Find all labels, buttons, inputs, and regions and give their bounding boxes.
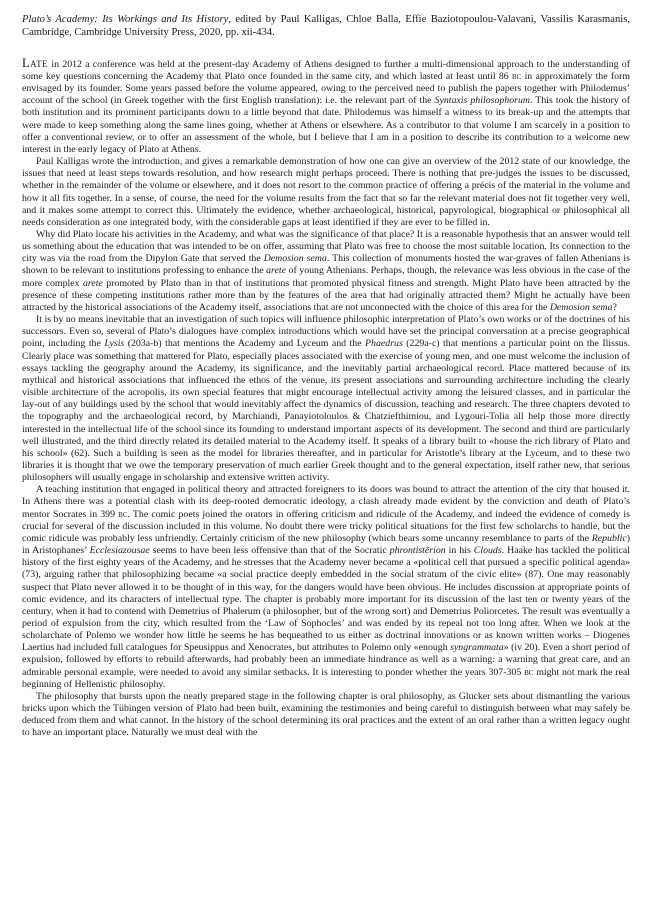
paragraph xyxy=(22,484,630,691)
italic-text: Syntaxis philosophorum xyxy=(434,95,530,107)
text-run: . The comic poets joined the orators in offering criticism and ridicule of the Academy, and indeed the evidence of comedy is crucial for several of the discussion included in this volume. No doubt there were tricky political situations for the first few scholarchs to handle, but the comic ridicule was probably less unfriendly. Certainly criticism of the new philosophy (which bears some uncanny resemblance to parts of the xyxy=(22,508,630,544)
small-caps-text: bc xyxy=(511,70,522,82)
italic-text: Phaedrus xyxy=(365,338,403,350)
paragraph xyxy=(22,691,630,740)
text-run: in approximately the form envisaged by its founder. Some years passed before the volume appeared, owing to the perceived need to publish the papers together with Philodemus’ account of the school (in Greek together with the first English translation): i.e. the relevant part of the xyxy=(22,70,630,107)
review-body xyxy=(22,57,630,740)
small-caps-text: bc xyxy=(524,666,534,678)
book-title: Plato’s Academy: Its Workings and Its History xyxy=(22,14,229,25)
text-run: of young Athenians. Perhaps, though, the relevance was less obvious in the case of the more complex xyxy=(22,265,631,289)
text-run: . This collection of monuments hosted the war-graves of fallen Athenians is shown to be relevant to institutions professing to enhance the xyxy=(22,253,630,277)
text-run: ? xyxy=(612,301,617,313)
text-run: might not mark the real beginning of Hellenistic philosophy. xyxy=(22,666,630,690)
opening-word: Late xyxy=(22,55,49,70)
italic-text: phrontistērion xyxy=(389,545,446,557)
text-run: in his xyxy=(445,545,474,557)
paragraph xyxy=(22,229,630,314)
small-caps-text: bc xyxy=(118,508,128,520)
book-citation xyxy=(22,13,630,40)
text-run: Paul Kalligas wrote the introduction, and gives a remarkable demonstration of how one can give an overview of the 2012 state of our knowledge, the issues that need at least steps towards resolution, and how research might perhaps proceed. There is nothing that pre-judges the issues to be discussed, whether in the remainder of the volume or elsewhere, and it does not resort to the common practice of offering a précis of the material in the volume and how it all fits together. In a sense, of course, the need for the volume results from the fact that so far the relevant material does not fit together very well, and it makes some attempt to correct this. Ultimately the evidence, whether archaeological, historical, papyrological, biographical or philosophical all needs consideration as one integrated body, with the considerable gaps at least identified if they are ever to be filled in. xyxy=(22,156,630,228)
text-run: seems to have been less offensive than that of the Socratic xyxy=(149,545,390,557)
italic-text: Lysis xyxy=(104,338,125,350)
text-run: Why did Plato locate his activities in the Academy, and what was the significance of that place? It is a reasonable hypothesis that an answer would tell us something about the education that was intended to be on offer, assuming that Plato was free to choose the most suitable location. Its connection to the city was via the road from the Dipylon Gate that served the xyxy=(22,229,630,265)
italic-text: Clouds xyxy=(473,545,502,557)
book-details: , edited by Paul Kalligas, Chloe Balla, Effie Baziotopoulou-Valavani, Vassilis Karasmanis, Cambridge, Cambridge University Press, 2020, pp. xii-434. xyxy=(22,14,630,39)
italic-text: Ecclesiazousae xyxy=(89,545,150,557)
text-run: (203a-b) that mentions the Academy and Lyceum and the xyxy=(124,338,366,350)
text-run: . This took the history of both institution and its prominent participants down to a little beyond that date. Philodemus was himself a witness to its break-up and the attempts that were made to keep something along the same lines going, whether at Athens or elsewhere. As a contributor to that volume I am scarcely in a position to offer a conventional review, or to offer an assessment of the whole, but I believe that I am in a position to describe its contribution to a welcome new interest in the early legacy of Plato at Athens. xyxy=(22,95,630,155)
text-run: A teaching institution that engaged in political theory and attracted foreigners to its doors was bound to attract the attention of the city that housed it. In Athens there was a potential clash with its deep-rooted democratic ideology, a clash already made evident by the conviction and death of Plato’s mentor Socrates in 399 xyxy=(22,484,630,520)
text-run: » (iv 20). Even a short period of expulsion, followed by efforts to rebuild afterwards, had probably been an immediate hindrance as well as a warning: a warning that great care, and an admirable personal example, were needed to avoid any similar setbacks. It is interesting to ponder whether the years 307-305 xyxy=(22,642,630,678)
paragraph xyxy=(22,57,630,156)
paragraph xyxy=(22,314,630,484)
text-run: ) in Aristophanes’ xyxy=(22,532,630,557)
italic-text: Demosion sema xyxy=(263,253,327,265)
italic-text: arete xyxy=(266,265,286,277)
paragraph xyxy=(22,156,630,229)
italic-text: syngrammata xyxy=(450,642,504,654)
italic-text: Demosion sema xyxy=(549,301,613,313)
text-run: (229a-c) that mentions a particular point on the Ilissus. Clearly place was something that mattered for Plato, especially places associated with the exercise of young men, and one must welcome the inclusion of essays tackling the geography around the Academy, its significance, and the inevitably partial archaeological record. Place mattered because of its mythical and historical associations that influenced the ethos of the venue, its present associations and surrounding architecture including the clearly visible architecture of the acropolis, its own special features that might encourage intellectual activity among the leisured classes, and in particular the lay-out of any buildings used by the school that would inevitably affect the dynamics of discussion, teaching and research. The three chapters devoted to the topography and the archaeological record, by Marchiandi, Panayiotoloulos & Chatziefthimiou, and Lygouri-Tolia all help those more directly interested in the intellectual life of the school since its founding to understand important aspects of its development. The second and third are particularly well illustrated, and the third directly related its detailed material to the Academy itself. It speaks of a library built to «house the rich library of Plato and his school» (62). Such a building is seen as the model for libraries thereafter, and in particular for Aristotle’s library at the Lyceum, and to these two libraries it is thought that we owe the temporary preservation of much earlier Greek thought and to the general expectation, itself rather new, that serious philosophers will usually engage in scholarship and extensive written activity. xyxy=(22,338,630,484)
text-run: promoted by Plato than in that of institutions that promoted physical fitness and strength. Might Plato have been attracted by the presence of these competing institutions rather more than by the features of the area that had originally attracted them? Might he actually have been attracted by the historical associations of the Academy itself, associations that are not unconnected with the choice of this area for the xyxy=(22,277,631,313)
text-run: in 2012 a conference was held at the present-day Academy of Athens designed to further a multi-dimensional approach to the understanding of some key questions concerning the Academy that Plato once founded in the same city, and which lasted at least until 86 xyxy=(22,58,630,82)
italic-text: arete xyxy=(82,277,103,289)
text-run: It is by no means inevitable that an investigation of such topics will influence philosophic interpretation of Plato’s own works or of the doctrines of his successors. Even so, several of Plato’s dialogues have complex introductions which would have set the principal conversation at a precise geographical point, including the xyxy=(22,314,630,350)
text-run: . Haake has tackled the political history of the first eighty years of the Academy, and he stresses that the Academy never became a «political cell that pursued a specific political agenda» (73), arguing rather that philosophizing became «a social practice deeply embedded in the social stratum of the civic elite» (87). One may reasonably suspect that Plato never allowed it to be thought of in this way, for the dangers would have been obvious. He includes discussion at appropriate points of comic evidence, and its characters of intellectual type. The chapter is probably more important for its discussion of the last ten or twenty years of the century, when it had to contend with Demetrius of Phalerum (a philosopher, but of the wrong sort) and Demetrius Poliorcetes. The result was eventually a period of expulsion from the city, which resulted from the ‘Law of Sophocles’ and was ended by its repeal not too long after. When we look at the scholarchate of Polemo we wonder how little he seems he has bequeathed to us either as doctrinal innovations or as known written works – Diogenes Laertius had included full catalogues for Speusippus and Xenocrates, but attributes to Polemo only «enough xyxy=(22,545,631,654)
text-run: The philosophy that bursts upon the neatly prepared stage in the following chapter is oral philosophy, as Glucker sets about dismantling the various bricks upon which the Tübingen version of Plato had been built, examining the testimonies and being careful to distinguish between what may safely be deduced from them and what cannot. In the history of the school determining its oral practices and the extent of an oral rather than a written legacy ought to have an important place. Naturally we must deal with the xyxy=(22,690,630,739)
italic-text: Republic xyxy=(591,532,627,544)
